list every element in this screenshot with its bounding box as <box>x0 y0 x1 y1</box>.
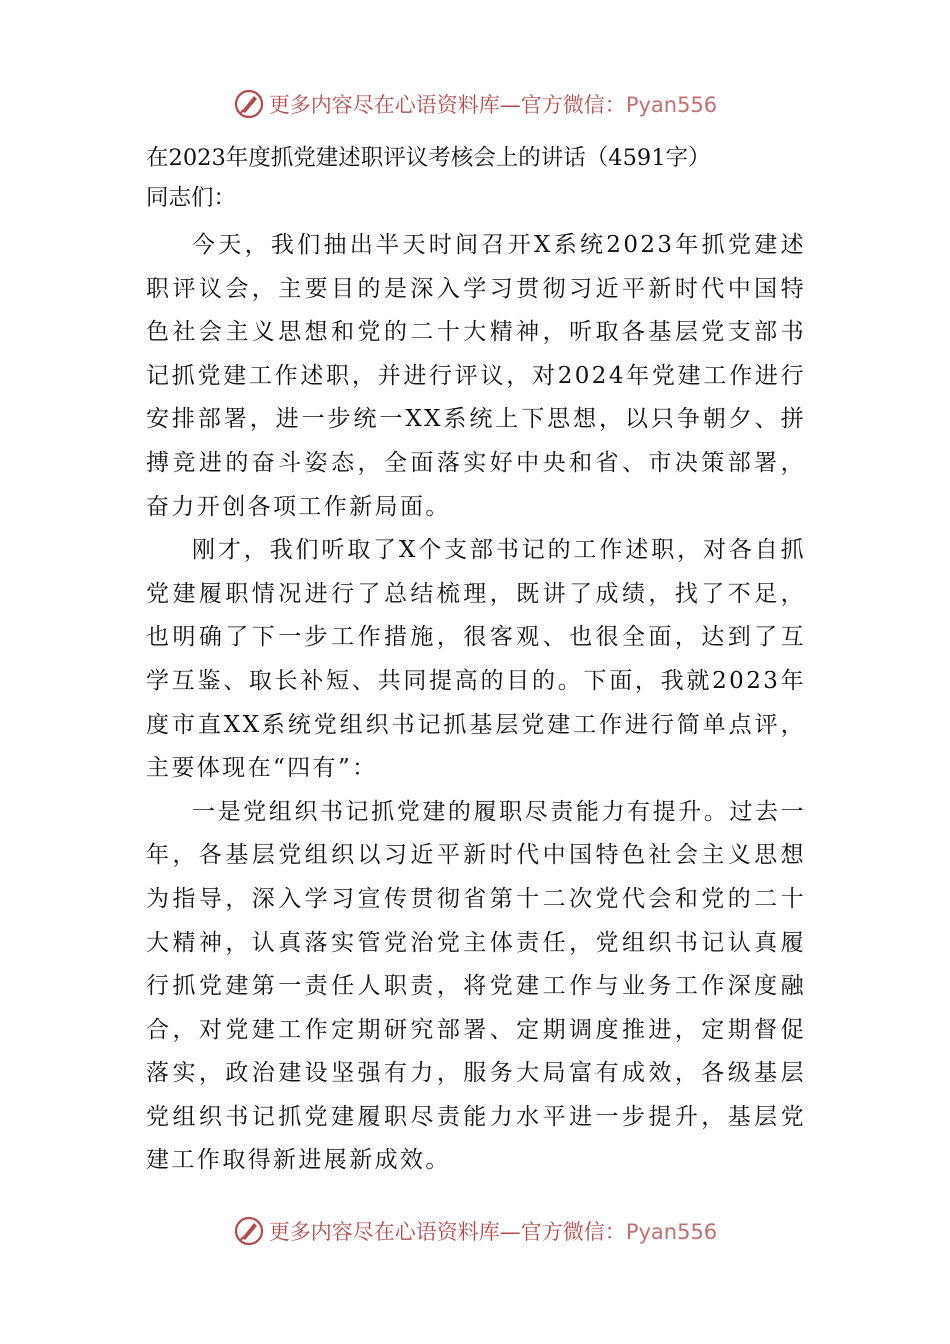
paragraph-3: 一是党组织书记抓党建的履职尽责能力有提升。过去一年，各基层党组织以习近平新时代中国特色社会主义思想为指导，深入学习宣传贯彻省第十二次党代会和党的二十大精神，认真落实管党治党主体责任，党组织书记认真履行抓党建第一责任人职责，将党建工作与业务工作深度融合，对党建工作定期研究部署、定期调度推进，定期督促落实，政治建设坚强有力，服务大局富有成效，各级基层党组织书记抓党建履职尽责能力水平进一步提升，基层党建工作取得新进展新成效。 <box>146 798 806 1174</box>
salutation: 同志们： <box>146 185 237 211</box>
quill-pen-logo-icon <box>233 88 265 120</box>
paragraph-1: 今天，我们抽出半天时间召开X系统2023年抓党建述职评议会，主要目的是深入学习贯彻习近平新时代中国特色社会主义思想和党的二十大精神，听取各基层党支部书记抓党建工作述职，并进行评议，对2024年党建工作进行安排部署，进一步统一XX系统上下思想，以只争朝夕、拼搏竞进的奋斗姿态，全面落实好中央和省、市决策部署，奋力开创各项工作新局面。 <box>146 232 806 520</box>
watermark-wechat-id: Pyan556 <box>625 1220 718 1244</box>
watermark-text: 更多内容尽在心语资料库—官方微信：Pyan556 <box>268 1220 718 1244</box>
quill-pen-logo-icon <box>233 1215 265 1247</box>
document-body <box>146 138 806 1183</box>
document-title: 在2023年度抓党建述职评议考核会上的讲话（4591字） <box>146 145 711 171</box>
watermark-text: 更多内容尽在心语资料库—官方微信：Pyan556 <box>268 93 718 117</box>
paragraph-2: 刚才，我们听取了X个支部书记的工作述职，对各自抓党建履职情况进行了总结梳理，既讲了成绩，找了不足，也明确了下一步工作措施，很客观、也很全面，达到了互学互鉴、取长补短、共同提高的目的。下面，我就2023年度市直XX系统党组织书记抓基层党建工作进行简单点评，主要体现在“四有”： <box>146 537 806 782</box>
watermark-banner-top <box>0 84 950 124</box>
watermark-banner-bottom <box>0 1211 950 1251</box>
watermark-wechat-id: Pyan556 <box>625 93 718 117</box>
